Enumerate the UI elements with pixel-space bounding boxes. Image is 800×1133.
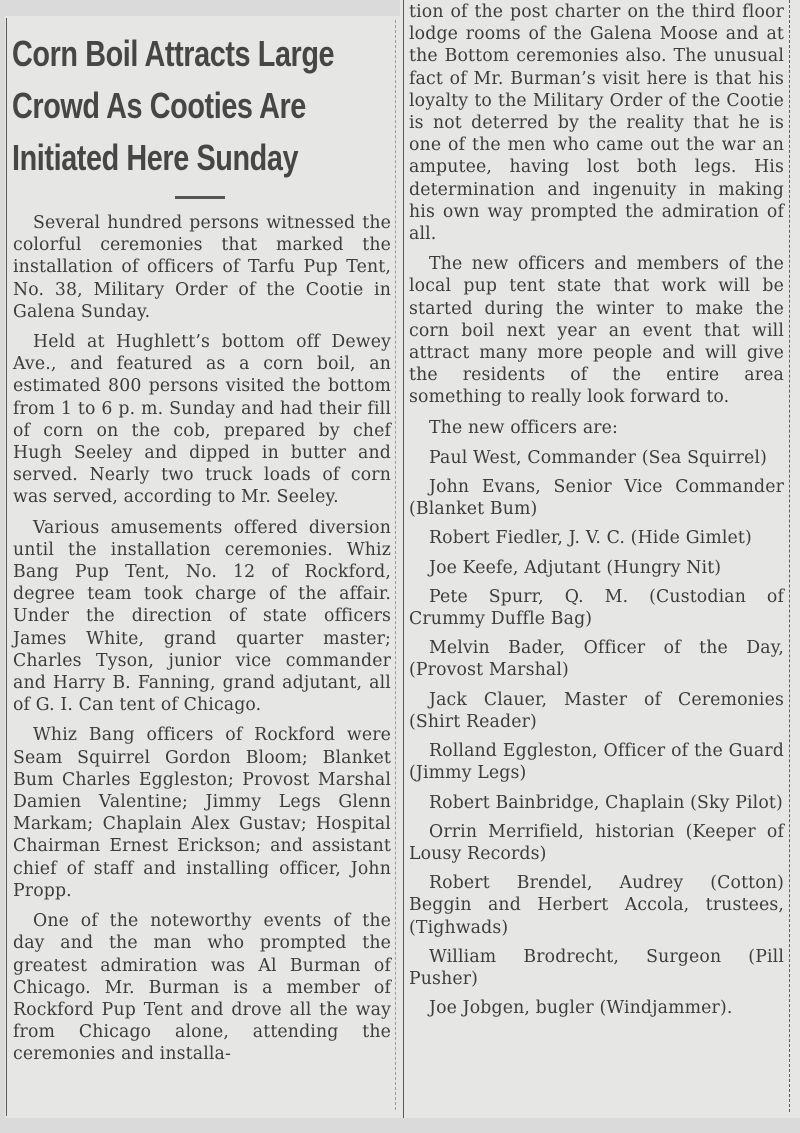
- paragraph: The new officers and members of the local pup tent state that work will be started during the winter to make the corn boil next year an event that will attract many more people and will give the residents of the entire area something to really look forward to.: [409, 254, 784, 408]
- headline-separator: [175, 196, 225, 199]
- officer-entry: Melvin Bader, Officer of the Day, (Provost Marshal): [409, 638, 784, 681]
- headline-line: Corn Boil Attracts Large: [12, 33, 335, 74]
- officers-intro: The new officers are:: [429, 417, 619, 438]
- column-rule-middle: [403, 0, 404, 1118]
- paragraph: Whiz Bang officers of Rockford were Seam Squirrel Gordon Bloom; Blanket Bum Charles Eggleston; Provost Marshal Damien Valentine; Jimmy Legs Glenn Markam; Chaplain Alex Gustav; Hospital Chairman Ernest Erickson; and assistant chief of staff and installing officer, John Propp.: [13, 725, 391, 901]
- column-rule-right: [789, 0, 790, 1112]
- paragraph: Held at Hughlett’s bottom off Dewey Ave., and featured as a corn boil, an estimated 800 persons visited the bottom from 1 to 6 p. m. Sunday and had their fill of corn on the cob, prepared by chef Hugh Seeley and dipped in butter and served. Nearly two truck loads of corn was served, according to Mr. Seeley.: [13, 332, 391, 508]
- column-rule-middle-dashed: [395, 20, 396, 1110]
- officer-entry: Robert Brendel, Audrey (Cotton) Beggin and Herbert Accola, trustees, (Tighwads): [409, 873, 784, 938]
- officer-entry: Robert Bainbridge, Chaplain (Sky Pilot): [429, 792, 783, 813]
- officer-entry: John Evans, Senior Vice Commander (Blanket Bum): [409, 477, 784, 520]
- paragraph-continuation: tion of the post charter on the third floor lodge rooms of the Galena Moose and at the Bottom ceremonies also. The unusual fact of Mr. Burman’s visit here is that his loyalty to the Military Order of the Cootie is not deterred by the reality that he is one of the men who came out the war an amputee, having lost both legs. His determination and ingenuity in making his own way prompted the admiration of all.: [409, 2, 784, 245]
- officer-entry: William Brodrecht, Surgeon (Pill Pusher): [409, 946, 784, 989]
- officer-entry: Joe Jobgen, bugler (Windjammer).: [429, 998, 733, 1019]
- officers-list: [409, 447, 784, 1019]
- officer-entry: Pete Spurr, Q. M. (Custodian of Crummy Duffle Bag): [409, 586, 784, 630]
- officer-entry: Orrin Merrifield, historian (Keeper of Lousy Records): [409, 821, 784, 864]
- article-column-left: [13, 212, 391, 1074]
- paragraph: One of the noteworthy events of the day and the man who prompted the greatest admiration was Al Burman of Chicago. Mr. Burman is a member of Rockford Pup Tent and drove all the way from Chicago alone, attending the ceremonies and installa-: [13, 911, 391, 1065]
- paragraph: Several hundred persons witnessed the colorful ceremonies that marked the installation of officers of Tarfu Pup Tent, No. 38, Military Order of the Cootie in Galena Sunday.: [13, 213, 391, 322]
- headline-line: Crowd As Cooties Are: [12, 85, 306, 126]
- officer-entry: Paul West, Commander (Sea Squirrel): [429, 447, 767, 468]
- officer-entry: Joe Keefe, Adjutant (Hungry Nit): [429, 557, 722, 578]
- officer-entry: Robert Fiedler, J. V. C. (Hide Gimlet): [429, 528, 752, 549]
- article-column-right: [409, 1, 784, 1026]
- article-headline: [12, 28, 335, 184]
- column-rule-left: [6, 18, 7, 1116]
- officer-entry: Jack Clauer, Master of Ceremonies (Shirt Reader): [409, 689, 784, 732]
- paragraph: Various amusements offered diversion until the installation ceremonies. Whiz Bang Pup Tent, No. 12 of Rockford, degree team took charge of the affair. Under the direction of state officers James White, grand quarter master; Charles Tyson, junior vice commander and Harry B. Fanning, grand adjutant, all of G. I. Can tent of Chicago.: [13, 517, 391, 716]
- headline-line: Initiated Here Sunday: [12, 137, 299, 178]
- officer-entry: Rolland Eggleston, Officer of the Guard (Jimmy Legs): [409, 741, 784, 784]
